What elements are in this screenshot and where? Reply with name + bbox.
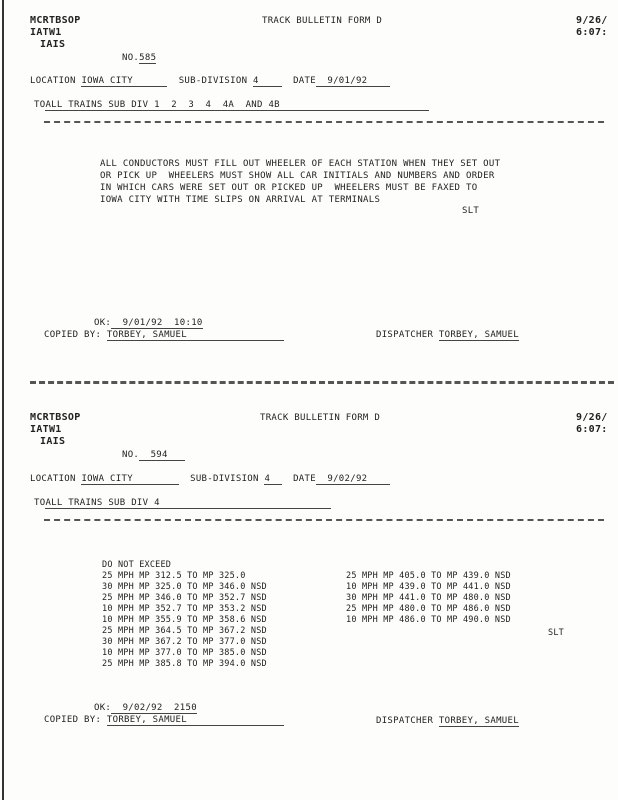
location-label: LOCATION — [30, 76, 76, 86]
no-value: 585 — [139, 53, 157, 63]
location-value: IOWA CITY — [81, 76, 133, 86]
dispatcher-value: TORBEY, SAMUEL — [438, 330, 519, 340]
speed-row-left: 25 MPH MP 346.0 TO MP 352.7 NSD — [102, 593, 267, 603]
speed-row-left: 25 MPH MP 385.8 TO MP 394.0 NSD — [102, 659, 267, 669]
location-label: LOCATION — [30, 474, 76, 484]
ok-value: 9/02/92 2150 — [122, 703, 197, 713]
bulletin-number — [122, 450, 185, 461]
header-date: 9/26/ — [576, 412, 608, 423]
subdiv-value: 4 — [264, 474, 271, 484]
no-label: NO. — [122, 450, 140, 460]
subdiv-value: 4 — [253, 76, 259, 86]
copied-value: TORBEY, SAMUEL — [106, 330, 187, 340]
header-date: 9/26/ — [576, 15, 608, 26]
speed-intro: DO NOT EXCEED — [102, 560, 172, 570]
header-code-2: IATW1 — [30, 424, 62, 435]
header-code-3: IAIS — [40, 436, 66, 447]
ok-value: 9/01/92 10:10 — [122, 318, 203, 328]
speed-row-right: 10 MPH MP 486.0 TO MP 490.0 NSD — [346, 615, 511, 625]
copied-label: COPIED BY: — [44, 330, 102, 340]
bulletin-divider — [30, 381, 614, 384]
ok-label: OK: — [94, 703, 112, 713]
separator-line — [44, 121, 604, 123]
location-line — [30, 76, 390, 87]
speed-row-left: 10 MPH MP 377.0 TO MP 385.0 NSD — [102, 648, 267, 658]
speed-row-left: 25 MPH MP 312.5 TO MP 325.0 — [102, 571, 246, 581]
initials: SLT — [548, 628, 564, 638]
speed-row-left: 25 MPH MP 364.5 TO MP 367.2 NSD — [102, 626, 267, 636]
copied-label: COPIED BY: — [44, 715, 102, 725]
date-label: DATE — [293, 76, 316, 86]
page-edge-line — [2, 0, 4, 800]
to-line — [34, 100, 429, 111]
speed-row-right: 30 MPH MP 441.0 TO MP 480.0 NSD — [346, 593, 511, 603]
no-value: 594 — [150, 450, 168, 460]
dispatcher-label: DISPATCHER — [376, 330, 434, 340]
header-time: 6:07: — [576, 27, 608, 38]
speed-row-right: 25 MPH MP 480.0 TO MP 486.0 NSD — [346, 604, 511, 614]
form-title: TRACK BULLETIN FORM D — [262, 16, 383, 26]
location-line — [30, 474, 390, 485]
speed-row-right: 10 MPH MP 439.0 TO MP 441.0 NSD — [346, 582, 511, 592]
message-line-1: ALL CONDUCTORS MUST FILL OUT WHEELER OF EACH STATION WHEN THEY SET OUT — [100, 159, 501, 169]
speed-row-left: 30 MPH MP 367.2 TO MP 377.0 NSD — [102, 637, 267, 647]
to-label: TO — [34, 100, 46, 110]
ok-label: OK: — [94, 318, 112, 328]
speed-row-right: 25 MPH MP 405.0 TO MP 439.0 NSD — [346, 571, 511, 581]
header-code-2: IATW1 — [30, 27, 62, 38]
date-value: 9/02/92 — [327, 474, 368, 484]
header-time: 6:07: — [576, 424, 608, 435]
message-line-3: IN WHICH CARS WERE SET OUT OR PICKED UP WHEELERS MUST BE FAXED TO — [100, 183, 478, 193]
speed-row-left: 10 MPH MP 352.7 TO MP 353.2 NSD — [102, 604, 267, 614]
bulletin-number — [122, 53, 156, 64]
speed-row-left: 10 MPH MP 355.9 TO MP 358.6 NSD — [102, 615, 267, 625]
date-label: DATE — [293, 474, 316, 484]
header-code-1: MCRTBSOP — [30, 15, 81, 26]
separator-line — [44, 519, 604, 521]
to-label: TO — [34, 498, 46, 508]
location-value: IOWA CITY — [81, 474, 133, 484]
ok-line — [94, 703, 197, 714]
header-code-3: IAIS — [40, 39, 66, 50]
message-line-4: IOWA CITY WITH TIME SLIPS ON ARRIVAL AT TERMINALS — [100, 195, 381, 205]
dispatcher-line — [376, 330, 519, 341]
dispatcher-label: DISPATCHER — [376, 716, 434, 726]
speed-row-left: 30 MPH MP 325.0 TO MP 346.0 NSD — [102, 582, 267, 592]
message-line-2: OR PICK UP WHEELERS MUST SHOW ALL CAR INITIALS AND NUMBERS AND ORDER — [100, 171, 495, 181]
copied-line — [44, 715, 284, 726]
subdiv-label: SUB-DIVISION — [190, 474, 259, 484]
initials: SLT — [462, 206, 480, 216]
copied-value: TORBEY, SAMUEL — [106, 715, 187, 725]
to-value: ALL TRAINS SUB DIV 1 2 3 4 4A AND 4B — [45, 100, 280, 110]
dispatcher-line — [376, 716, 519, 727]
ok-line — [94, 318, 203, 329]
copied-line — [44, 330, 284, 341]
to-line — [34, 498, 331, 509]
date-value: 9/01/92 — [327, 76, 368, 86]
to-value: ALL TRAINS SUB DIV 4 — [45, 498, 160, 508]
dispatcher-value: TORBEY, SAMUEL — [438, 716, 519, 726]
no-label: NO. — [122, 53, 140, 63]
form-title: TRACK BULLETIN FORM D — [260, 413, 381, 423]
header-code-1: MCRTBSOP — [30, 412, 81, 423]
subdiv-label: SUB-DIVISION — [178, 76, 248, 86]
